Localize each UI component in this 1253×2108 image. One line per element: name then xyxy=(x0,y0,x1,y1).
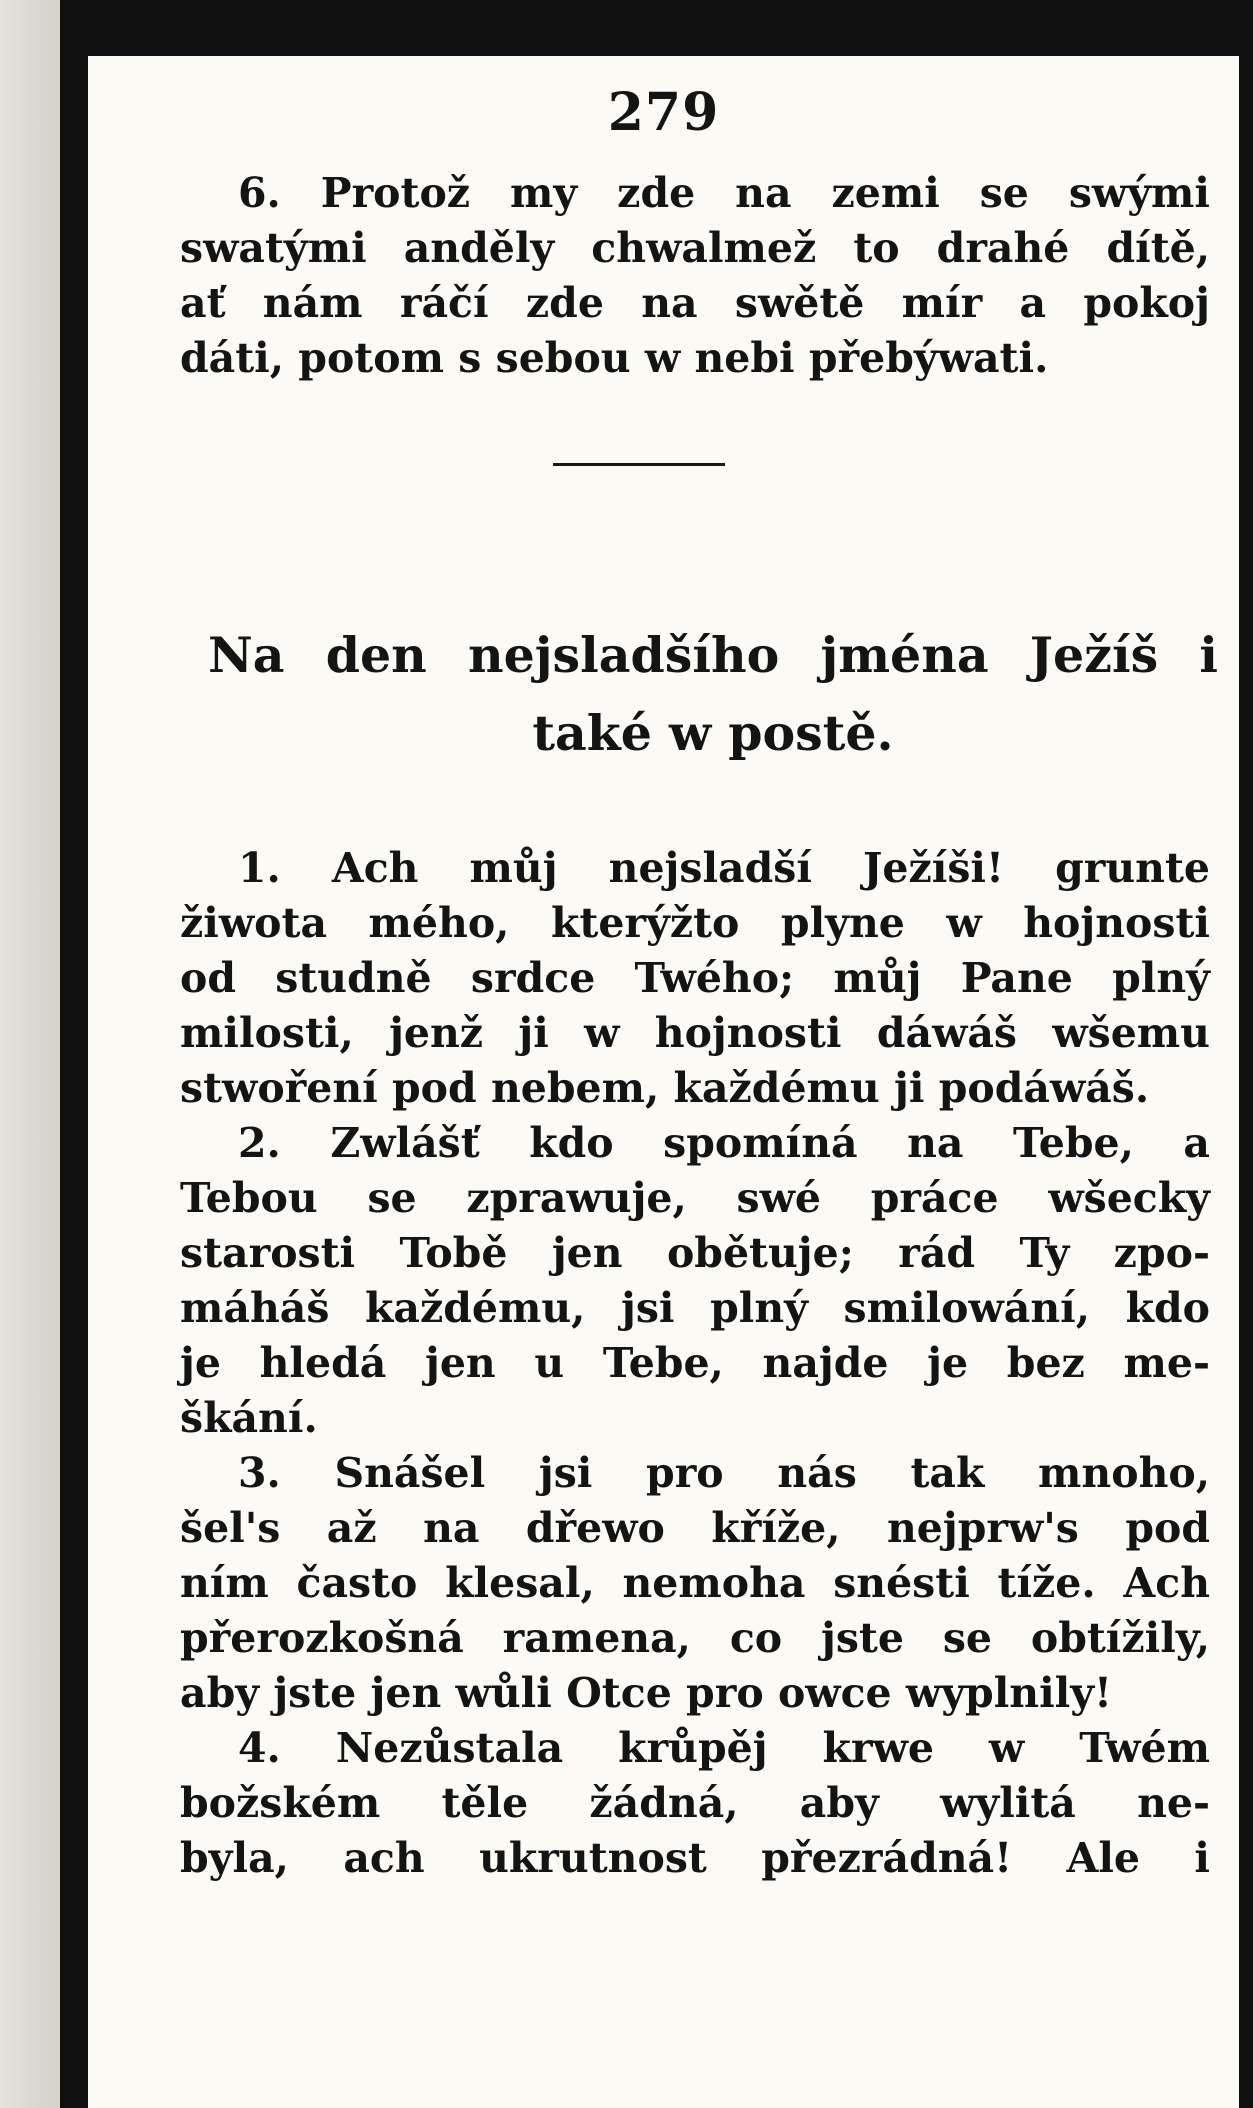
text-line: od studně srdce Twého; můj Pane plný xyxy=(180,954,1210,1002)
hymn-body xyxy=(180,841,1210,1886)
text-line: 6. Protož my zde na zemi se swými xyxy=(238,169,1210,217)
scan-border-top xyxy=(60,0,1253,56)
text-line: 4. Nezůstala krůpěj krwe w Twém xyxy=(238,1724,1210,1772)
text-line: máháš každému, jsi plný smilowání, kdo xyxy=(180,1284,1210,1332)
text-line: dáti, potom s sebou w nebi přebýwati. xyxy=(180,334,1049,382)
text-line: ním často klesal, nemoha snésti tíže. Ach xyxy=(180,1559,1210,1607)
book-page xyxy=(88,56,1239,2108)
section-divider xyxy=(553,463,725,466)
text-line: swatými anděly chwalmež to drahé dítě, xyxy=(180,224,1210,272)
adjacent-page-edge xyxy=(0,0,60,2108)
hymn-heading xyxy=(208,616,1218,772)
scan-border-left xyxy=(60,0,88,2108)
text-line: přerozkošná ramena, co jste se obtížily, xyxy=(180,1614,1210,1662)
text-line: 1. Ach můj nejsladší Ježíši! grunte xyxy=(238,844,1210,892)
text-line: starosti Tobě jen obětuje; rád Ty zpo- xyxy=(180,1229,1210,1277)
text-line: ať nám ráčí zde na swětě mír a pokoj xyxy=(180,279,1210,327)
text-line: Tebou se zprawuje, swé práce wšecky xyxy=(180,1174,1210,1222)
page-number: 279 xyxy=(607,82,720,143)
text-line: božském těle žádná, aby wylitá ne- xyxy=(180,1779,1210,1827)
text-line: milosti, jenž ji w hojnosti dáwáš wšemu xyxy=(180,1009,1210,1057)
heading-line-1: Na den nejsladšího jména Ježíš i xyxy=(208,626,1218,684)
text-line: šel's až na dřewo kříže, nejprw's pod xyxy=(180,1504,1210,1552)
text-line: byla, ach ukrutnost přezrádná! Ale i xyxy=(180,1834,1210,1882)
text-line: žiwota mého, kterýžto plyne w hojnosti xyxy=(180,899,1210,947)
scan-border-right xyxy=(1239,0,1253,2108)
text-line: aby jste jen wůli Otce pro owce wyplnily! xyxy=(180,1669,1113,1717)
text-line: škání. xyxy=(180,1394,318,1442)
verse-6-block xyxy=(180,166,1210,386)
text-line: 3. Snášel jsi pro nás tak mnoho, xyxy=(238,1449,1210,1497)
heading-line-2: také w postě. xyxy=(532,704,894,762)
text-line: je hledá jen u Tebe, najde je bez me- xyxy=(180,1339,1210,1387)
text-line: 2. Zwlášť kdo spomíná na Tebe, a xyxy=(238,1119,1210,1167)
text-line: stwoření pod nebem, každému ji podáwáš. xyxy=(180,1064,1150,1112)
